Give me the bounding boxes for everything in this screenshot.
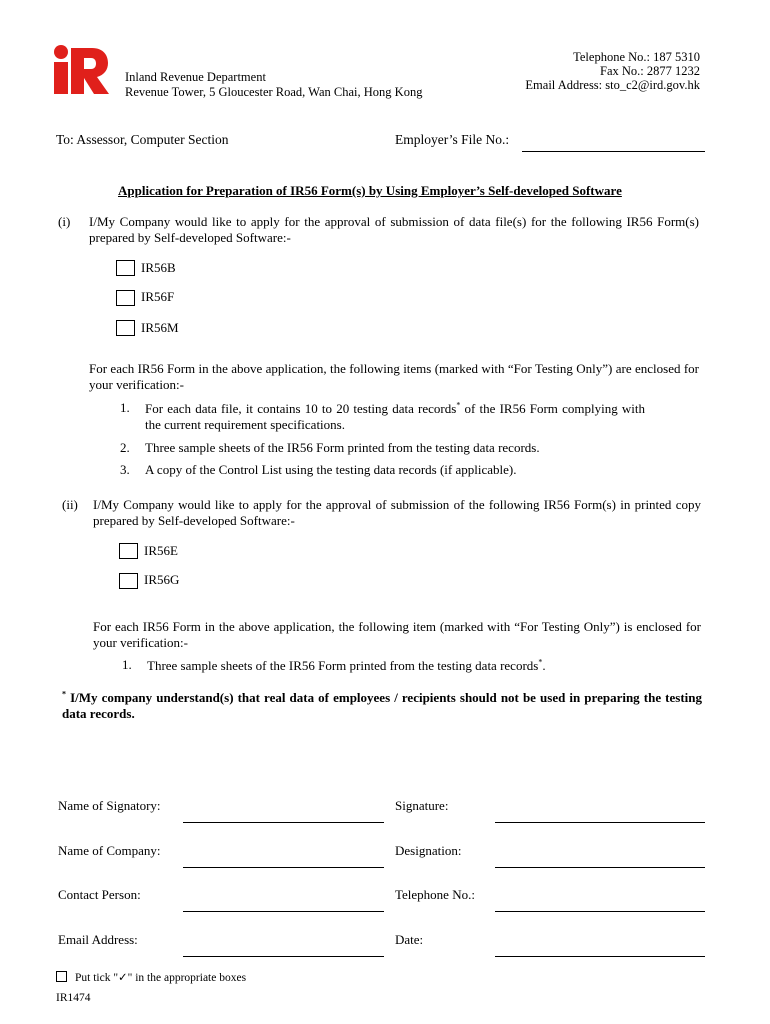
footnote-marker: * — [456, 400, 461, 410]
section-i-item-1-text-a: For each data file, it contains 10 to 20 testing data records — [145, 401, 457, 416]
section-i-item-2-text: Three sample sheets of the IR56 Form printed from the testing data records. — [145, 440, 540, 455]
section-ii-marker: (ii) — [62, 497, 78, 512]
employer-file-label: Employer’s File No.: — [395, 132, 510, 147]
section-ii-intro: For each IR56 Form in the above application, the following item (marked with “For Testing Only”) is enclosed for your verification:- — [93, 619, 701, 650]
form-title: Application for Preparation of IR56 Form(s) by Using Employer’s Self-developed Software — [118, 183, 622, 198]
employer-file-input-line[interactable] — [522, 151, 705, 152]
fax-number: Fax No.: 2877 1232 — [600, 64, 700, 78]
form-code: IR1474 — [56, 992, 91, 1004]
name-of-company-line[interactable] — [183, 867, 384, 868]
addressee: To: Assessor, Computer Section — [56, 132, 229, 147]
name-of-signatory-line[interactable] — [183, 822, 384, 823]
contact-person-label: Contact Person: — [58, 887, 141, 902]
telephone-line[interactable] — [495, 911, 705, 912]
section-ii-item-1-number: 1. — [122, 657, 132, 672]
footnote-marker: * — [62, 689, 66, 699]
designation-line[interactable] — [495, 867, 705, 868]
email-address: Email Address: sto_c2@ird.gov.hk — [525, 78, 700, 92]
section-i-item-1-text-b: of the IR56 Form complying with the current requirement specifications. — [145, 401, 645, 432]
department-name: Inland Revenue Department — [125, 70, 266, 84]
option-ir56m-label: IR56M — [141, 320, 179, 335]
section-i-text: I/My Company would like to apply for the approval of submission of data file(s) for the following IR56 Form(s) prepared by Self-developed Software:- — [89, 214, 699, 245]
email-address-label: Email Address: — [58, 932, 138, 947]
designation-label: Designation: — [395, 843, 462, 858]
footnote — [62, 690, 702, 722]
tick-box-icon — [56, 971, 67, 982]
signature-label: Signature: — [395, 798, 449, 813]
section-ii-item-1: Three sample sheets of the IR56 Form printed from the testing data records*. — [147, 657, 546, 673]
checkbox-ir56e[interactable] — [119, 543, 138, 559]
date-label: Date: — [395, 932, 424, 947]
section-i-item-1-number: 1. — [120, 400, 130, 415]
department-block — [125, 70, 422, 100]
contact-person-line[interactable] — [183, 911, 384, 912]
ird-logo — [52, 44, 110, 96]
section-ii-text: I/My Company would like to apply for the approval of submission of the following IR56 Form(s) in printed copy prepared by Self-developed Software:- — [93, 497, 701, 528]
checkbox-ir56m[interactable] — [116, 320, 135, 336]
section-i-intro: For each IR56 Form in the above application, the following items (marked with “For Testing Only”) are enclosed for your verification:- — [89, 361, 699, 392]
section-i-item-3-number: 3. — [120, 462, 130, 477]
option-ir56b-label: IR56B — [141, 260, 176, 275]
signature-line[interactable] — [495, 822, 705, 823]
section-i-marker: (i) — [58, 214, 71, 229]
section-i-item-1 — [145, 401, 645, 433]
name-of-signatory-label: Name of Signatory: — [58, 798, 161, 813]
checkbox-ir56b[interactable] — [116, 260, 135, 276]
telephone-label: Telephone No.: — [395, 887, 475, 902]
email-address-line[interactable] — [183, 956, 384, 957]
footnote-marker: * — [538, 657, 543, 667]
tick-instruction-text: Put tick "✓" in the appropriate boxes — [75, 972, 247, 984]
footnote-text: I/My company understand(s) that real data of employees / recipients should not be used in preparing the testing data records. — [62, 690, 702, 721]
option-ir56g-label: IR56G — [144, 572, 180, 587]
name-of-company-label: Name of Company: — [58, 843, 161, 858]
section-i-item-2-number: 2. — [120, 440, 130, 455]
section-i-item-3-text: A copy of the Control List using the testing data records (if applicable). — [145, 462, 517, 477]
department-address: Revenue Tower, 5 Gloucester Road, Wan Chai, Hong Kong — [125, 85, 423, 99]
contact-block — [525, 50, 700, 92]
option-ir56f-label: IR56F — [141, 289, 175, 304]
tick-instruction — [56, 970, 246, 984]
option-ir56e-label: IR56E — [144, 543, 178, 558]
section-ii-item-1-text: Three sample sheets of the IR56 Form printed from the testing data records — [147, 658, 539, 673]
checkbox-ir56g[interactable] — [119, 573, 138, 589]
checkbox-ir56f[interactable] — [116, 290, 135, 306]
date-line[interactable] — [495, 956, 705, 957]
telephone-number: Telephone No.: 187 5310 — [573, 50, 700, 64]
